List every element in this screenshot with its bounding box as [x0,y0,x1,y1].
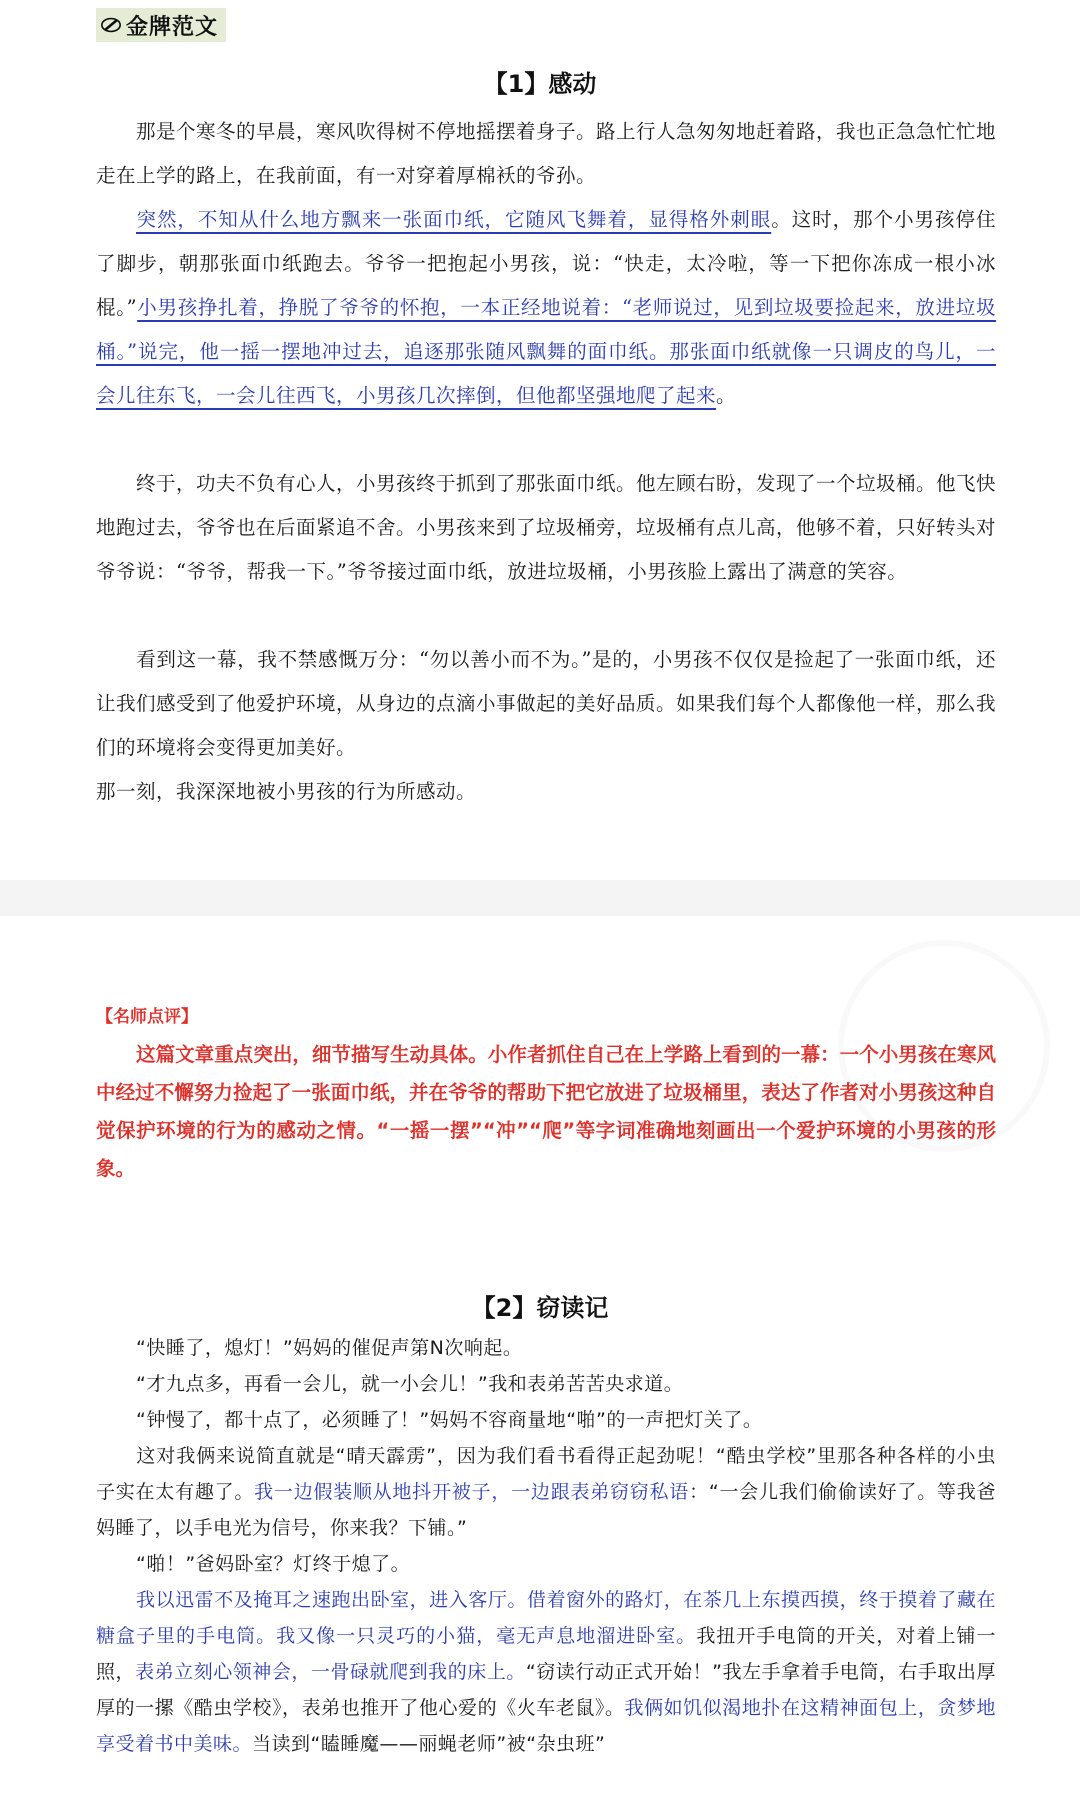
essay2-p6-text-b: “窃读行动正式开始！”我左手拿着手电筒，右手取出厚厚的一摞《酷虫学校》，表弟也推开了他心爱的《火车老鼠》。 [96,1661,996,1719]
essay2-paragraph-4 [96,1438,996,1546]
essay1-p2-highlight-b: 小男孩挣扎着，挣脱了爷爷的怀抱，一本正经地说着：“老师说过，见到垃圾要捡起来，放进垃圾桶。”说完，他一摇一摆地冲过去，追逐那张随风飘舞的面巾纸。那张面巾纸就像一只调皮的鸟儿，一会儿往东飞，一会儿往西飞，小男孩几次摔倒，但他都坚强地爬了起来 [96,296,996,407]
essay2-l5-text: “啪！”爸妈卧室？灯终于熄了。 [136,1553,411,1575]
essay1-p3-text: 终于，功夫不负有心人，小男孩终于抓到了那张面巾纸。他左顾右盼，发现了一个垃圾桶。他飞快地跑过去，爷爷也在后面紧追不舍。小男孩来到了垃圾桶旁，垃圾桶有点儿高，他够不着，只好转头对爷爷说：“爷爷，帮我一下。”爷爷接过面巾纸，放进垃圾桶，小男孩脸上露出了满意的笑容。 [96,472,997,583]
essay2-p6-text-c: 当读到“瞌睡魔——丽蝇老师”被“杂虫班” [252,1733,606,1755]
essay2-line-3 [96,1402,996,1438]
essay1-paragraph-2 [96,198,996,418]
essay2-p4-text-a: 这对我俩来说简直就是“晴天霹雳”，因为我们看书看得正起劲呢！“酷虫学校”里那各种各样的小虫子实在太有趣了。 [96,1445,996,1503]
review-text: 这篇文章重点突出，细节描写生动具体。小作者抓住自己在上学路上看到的一幕：一个小男孩在寒风中经过不懈努力捡起了一张面巾纸，并在爷爷的帮助下把它放进了垃圾桶里，表达了作者对小男孩这种自觉保护环境的行为的感动之情。“一摇一摆”“冲”“爬”等字词准确地刻画出一个爱护环境的小男孩的形象。 [96,1043,996,1180]
essay2-l3-text: “钟慢了，都十点了，必须睡了！”妈妈不容商量地“啪”的一声把灯关了。 [136,1409,763,1431]
essay1-p4-text: 看到这一幕，我不禁感慨万分：“勿以善小而不为。”是的，小男孩不仅仅是捡起了一张面巾纸，还让我们感受到了他爱护环境，从身边的点滴小事做起的美好品质。如果我们每个人都像他一样，那么我们的环境将会变得更加美好。 [96,648,997,759]
pencil-icon [100,14,122,36]
section-badge [96,8,226,42]
essay1-paragraph-1 [96,110,996,198]
essay2-p6-highlight-c: 我俩如饥似渴地扑在这精神面包上，贪梦地享受着书中美味。 [96,1697,996,1755]
essay2-l1-text: “快睡了，熄灯！”妈妈的催促声第N次响起。 [136,1337,523,1359]
essay2-l2-text: “才九点多，再看一会儿，就一小会儿！”我和表弟苦苦央求道。 [136,1373,684,1395]
essay1-p1-text: 那是个寒冬的早晨，寒风吹得树不停地摇摆着身子。路上行人急匆匆地赶着路，我也正急急忙忙地走在上学的路上，在我前面，有一对穿着厚棉袄的爷孙。 [96,120,997,187]
essay1-title: 【1】感动 [483,70,597,98]
essay2-p6-text-a: 我扭开手电筒的开关，对着上铺一照， [96,1625,996,1683]
essay2-title: 【2】窃读记 [471,1294,609,1322]
essay2-line-5 [96,1546,996,1582]
essay2-p4-text-b: ：“一会儿我们偷偷读好了。等我爸妈睡了，以手电光为信号，你来我？下铺。” [96,1481,996,1539]
page-gap [0,880,1080,916]
essay2-paragraph-6 [96,1582,996,1762]
review-text-block [96,1036,996,1188]
badge-label: 金牌范文 [126,14,219,40]
essay1-p2-text-a: 。这时，那个小男孩停住了脚步，朝那张面巾纸跑去。爷爷一把抱起小男孩，说：“快走，太冷啦，等一下把你冻成一根小冰棍。” [96,208,996,319]
essay1-p2-text-b: 。 [716,384,737,407]
essay1-paragraph-4 [96,638,996,770]
essay1-paragraph-3 [96,462,996,594]
essay1-p5-text: 那一刻，我深深地被小男孩的行为所感动。 [96,780,477,803]
essay2-p4-highlight: 我一边假装顺从地抖开被子，一边跟表弟窃窃私语 [254,1481,690,1503]
essay1-paragraph-5 [96,770,996,814]
essay2-p6-highlight-a: 我以迅雷不及掩耳之速跑出卧室，进入客厅。借着窗外的路灯，在茶几上东摸西摸，终于摸着了藏在糖盒子里的手电筒。我又像一只灵巧的小猫，毫无声息地溜进卧室。 [96,1589,996,1647]
essay2-line-1 [96,1330,996,1366]
essay2-line-2 [96,1366,996,1402]
essay1-p2-highlight-a: 突然，不知从什么地方飘来一张面巾纸，它随风飞舞着，显得格外刺眼 [136,208,772,231]
review-label: 【名师点评】 [96,1007,198,1027]
essay2-p6-highlight-b: 表弟立刻心领神会，一骨碌就爬到我的床上。 [135,1661,526,1683]
